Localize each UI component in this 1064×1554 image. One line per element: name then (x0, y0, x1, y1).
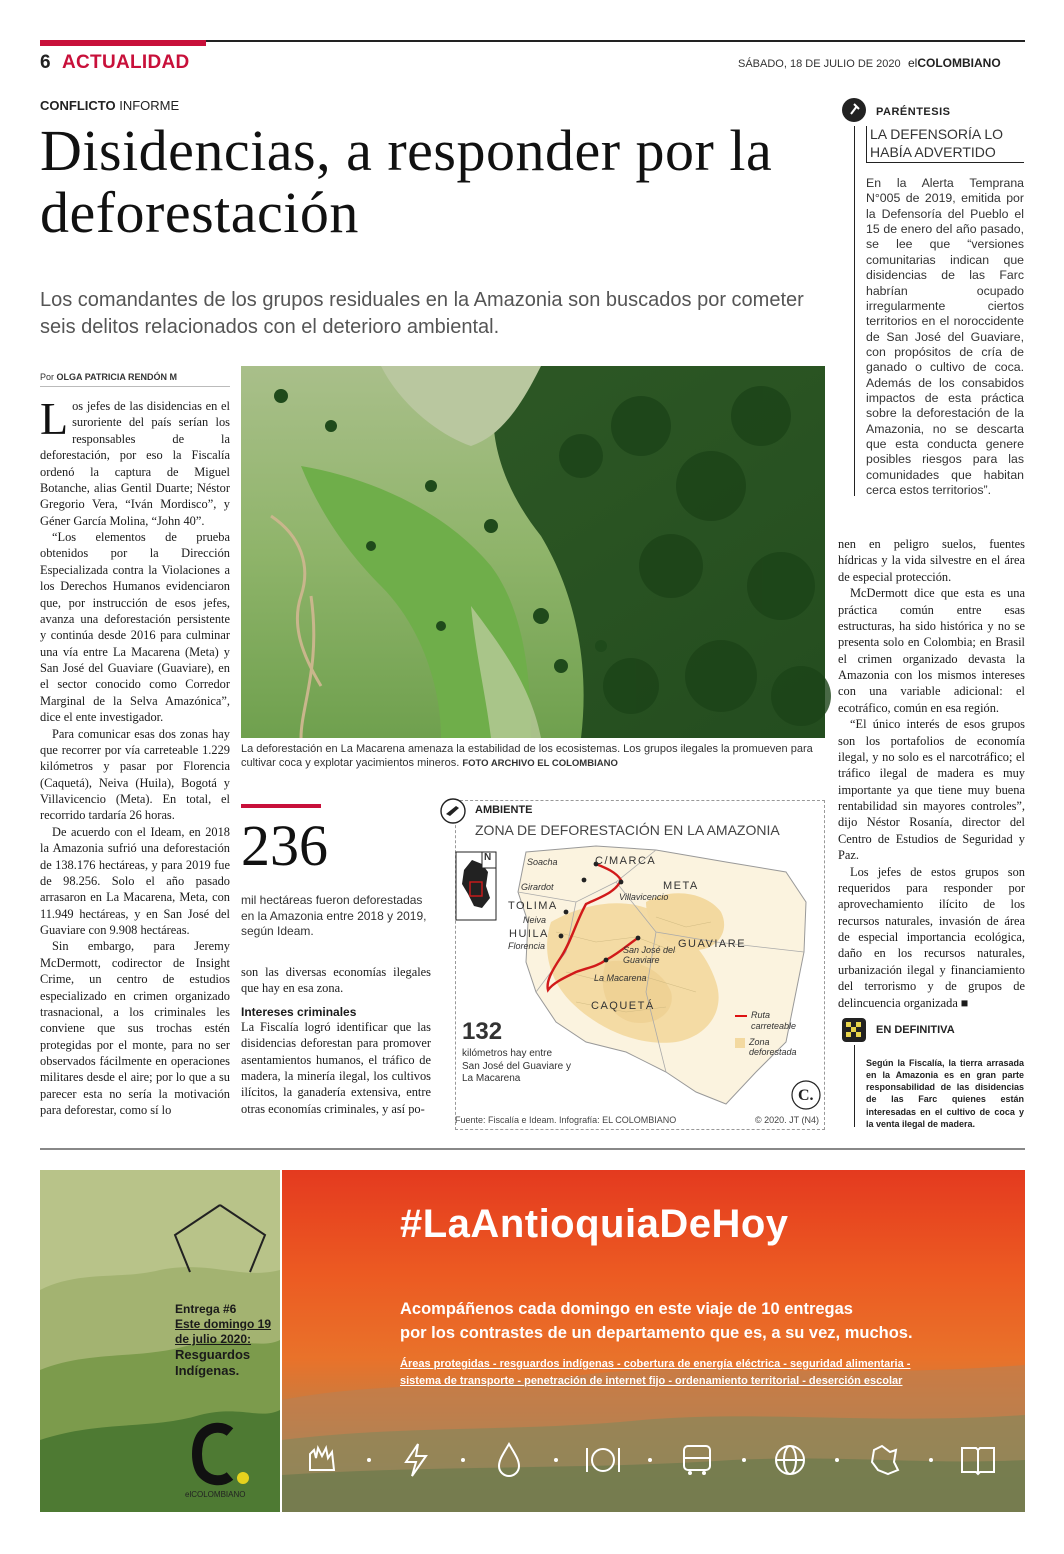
column-2 (241, 964, 431, 1130)
entrega-topic: Resguardos Indígenas. (175, 1347, 251, 1379)
issue-date: SÁBADO, 18 DE JULIO DE 2020 (738, 58, 901, 70)
place-label: Villavicencio (619, 892, 669, 902)
section-accent-bar (40, 40, 206, 46)
paragraph (40, 393, 230, 529)
ad-topics-1: Áreas protegidas - resguardos indígenas - cobertura de energía eléctrica - seguridad alimentaria - (400, 1358, 911, 1370)
logo-text: elCOLOMBIANO (185, 1490, 246, 1499)
paragraph: De acuerdo con el Ideam, en 2018 la Amazonia sufrió una deforestación de 138.176 hectáreas, y para 2019 fue de 98.256. Solo el año pasado arrasaron en La Macarena, Meta, con 11.949 hectáreas, y en San José del Guaviare con 9.908 hectáreas. (40, 824, 230, 937)
map-kicker: AMBIENTE (475, 804, 533, 816)
legend-route-label: Ruta carreteable (751, 1010, 797, 1031)
column-3 (838, 536, 1025, 1010)
article-kicker (40, 98, 179, 113)
paragraph: nen en peligro suelos, fuentes hídricas y la vida silvestre en el área de especial protección. (838, 537, 1025, 584)
headline: Disidencias, a responder por la deforestación (40, 118, 773, 246)
region-label: CAQUETÁ (591, 1000, 655, 1012)
chainsaw-icon (440, 798, 466, 824)
region-label: META (663, 880, 699, 892)
place-label: San José del Guaviare (623, 945, 676, 965)
map-icon (862, 1438, 906, 1482)
paragraph-text: os jefes de las disidencias en el suroriente del país serían los responsables de la deforestación, por eso la Fiscalía ordenó la captura de Miguel Botanche, alias Gentil Duarte; Néstor Gregorio Vera, “Iván Mordisco”, y Géner García Molina, “John 40”. (40, 399, 230, 528)
region-label: HUILA (509, 928, 549, 940)
definitiva-kicker: EN DEFINITIVA (876, 1024, 955, 1036)
separator-dot (554, 1458, 558, 1462)
stat-accent-bar (241, 804, 321, 808)
sidebar-rule (854, 126, 855, 496)
page-number: 6 (40, 52, 51, 73)
paper-prefix: el (908, 56, 918, 70)
parentesis-body: En la Alerta Temprana N°005 de 2019, emitida por la Defensoría del Pueblo el 15 de enero del año pasado, se lee que “versiones comunitarias indican que disidencias de las Farc habrían ocupado irregularmente ciertos territorios en el noroccidente de San José del Guaviare, con propósitos de cría de ganado o cultivo de coca. Además de los consabidos impactos de esta práctica sobre la deforestación de la Amazonia, no se descarta que esta conducta genere posibles riesgos para las comunidades que habitan cerca estos territorios”. (866, 176, 1024, 498)
parentesis-title: LA DEFENSORÍA LO HABÍA ADVERTIDO (866, 126, 1024, 163)
place-label: Girardot (521, 882, 554, 892)
zone-swatch (735, 1038, 745, 1048)
parentesis-kicker: PARÉNTESIS (876, 106, 951, 118)
region-label: TOLIMA (508, 900, 558, 912)
globe-icon (768, 1438, 812, 1482)
stat-number: 236 (241, 813, 328, 878)
separator-dot (461, 1458, 465, 1462)
separator-dot (648, 1458, 652, 1462)
separator-dot (367, 1458, 371, 1462)
paragraph: Sin embargo, para Jeremy McDermott, codirector de Insight Crime, un centro de estudios especializado en crimen organizado trasnacional, a los criminales les conviene que sus trochas estén protegidas por el monte, para no ser observados fácilmente en operaciones militares desde el aire; por lo que a su parecer esta no sería la motivación para deforestar, como sí lo (40, 939, 230, 1118)
paragraph: Para comunicar esas dos zonas hay que recorrer por vía carreteable 1.229 kilómetros y pasar por Florencia (Caquetá), Neiva (Huila), Bogotá y Villavicencio (Meta). En total, el recorrido tardaría 26 horas. (40, 726, 230, 823)
lightning-icon (394, 1438, 438, 1482)
book-icon (956, 1438, 1000, 1482)
hands-icon (300, 1438, 344, 1482)
caption-text: La deforestación en La Macarena amenaza la estabilidad de los ecosistemas. Los grupos ilegales la promueven para cultivar coca y explotar yacimientos mineros. (241, 743, 813, 770)
byline-prefix: Por (40, 372, 55, 382)
paragraph: “Los elementos de prueba obtenidos por la Dirección Especializada contra la Violaciones a los Derechos Humanos evidenciaron que, por instrucción de esos jefes, avanza una deforestación persistente y continúa desde 2016 para culminar una vía entre La Macarena (Meta) y San José del Guaviare (Guaviare), en el sector conocido como Corredor Marginal de la Selva Amazónica”, dice el ente investigador. (40, 530, 230, 725)
kicker-light: INFORME (119, 98, 180, 113)
microphone-icon (842, 98, 866, 122)
byline (40, 372, 230, 387)
ad-entrega (175, 1302, 275, 1380)
elcolombiano-logo (185, 1420, 255, 1490)
map-title: ZONA DE DEFORESTACIÓN EN LA AMAZONIA (475, 822, 780, 838)
map-logo: C. (798, 1087, 814, 1104)
byline-name: OLGA PATRICIA RENDÓN M (56, 372, 178, 382)
dropcap: L (40, 393, 69, 444)
north-marker: N (484, 852, 492, 863)
kicker-bold: CONFLICTO (40, 98, 116, 113)
section-name: ACTUALIDAD (62, 52, 190, 73)
map-legend (735, 1010, 815, 1063)
ad-topics-2: sistema de transporte - penetración de internet fijo - ordenamiento territorial - deserción escolar (400, 1374, 903, 1387)
ad-hashtag: #LaAntioquiaDeHoy (400, 1202, 789, 1246)
stat-text: mil hectáreas fueron deforestadas en la Amazonia entre 2018 y 2019, según Ideam. (241, 893, 427, 939)
separator-dot (742, 1458, 746, 1462)
ad-rule (40, 1148, 1025, 1150)
column-1 (40, 393, 230, 1130)
legend-zone-label: Zona deforestada (749, 1036, 797, 1058)
paper-title: COLOMBIANO (917, 56, 1001, 70)
entrega-date: Este domingo 19 de julio 2020: (175, 1317, 272, 1346)
paragraph: Los jefes de estos grupos son requeridos para responder por aprovechamiento ilícito de los recursos naturales, invasión de área de especial importancia ecológica, daño en los recursos naturales, urbanización ilegal y financiamiento del terrorismo y de grupos de delincuencia organizada ■ (838, 864, 1025, 1010)
ad-tagline (400, 1298, 960, 1346)
photo-caption (241, 742, 825, 771)
region-label: C/MARCA (595, 855, 657, 867)
separator-dot (835, 1458, 839, 1462)
paper-name (908, 56, 1001, 70)
paragraph: son las diversas economías ilegales que hay en esa zona. (241, 965, 431, 996)
legend-zone (735, 1037, 815, 1059)
definitiva-body: Según la Fiscalía, la tierra arrasada en la Amazonia es en gran parte responsabilidad de las disidencias de las Farc quienes están interesadas en el cultivo de coca y la venta ilegal de madera. (866, 1058, 1024, 1129)
route-swatch (735, 1015, 747, 1017)
photo-credit: FOTO ARCHIVO EL COLOMBIANO (462, 758, 618, 770)
paragraph: McDermott dice que esta es una práctica común entre esas estructuras, ha sido histórica y no se presenta solo en Colombia; en Brasil el crimen organizado devasta la Amazonia con los mismos intereses con una variable adicional: el ecotráfico, común en esa región. (838, 586, 1025, 715)
ad-tagline-1: Acompáñenos cada domingo en este viaje de 10 entregas (400, 1300, 853, 1318)
map-copyright: © 2020. JT (N4) (755, 1115, 819, 1125)
region-label: GUAVIARE (678, 938, 747, 950)
paragraph: La Fiscalía logró identificar que las disidencias deforestan para promover asentamientos humanos, el tráfico de madera, la minería ilegal, los cultivos ilícitos, la ganadería extensiva, entre otras economías criminales, y así po- (241, 1019, 431, 1116)
map-source: Fuente: Fiscalía e Ideam. Infografía: EL COLOMBIANO (455, 1115, 677, 1125)
bus-icon (675, 1438, 719, 1482)
separator-dot (929, 1458, 933, 1462)
place-label: Neiva (523, 915, 547, 925)
subhead: Intereses criminales (241, 1004, 357, 1019)
checker-icon (842, 1018, 866, 1042)
entrega-number: Entrega #6 (175, 1302, 237, 1316)
deforestation-photo (241, 366, 825, 738)
place-label: Soacha (527, 857, 558, 867)
ad-tagline-2: por los contrastes de un departamento que es, a su vez, muchos. (400, 1323, 913, 1342)
article-photo (241, 366, 825, 738)
legend-route (735, 1010, 815, 1032)
water-drop-icon (487, 1438, 531, 1482)
plate-icon (581, 1438, 625, 1482)
deck: Los comandantes de los grupos residuales en la Amazonia son buscados por cometer seis delitos relacionados con el deterioro ambiental. (40, 289, 804, 338)
definitiva-rule (854, 1045, 855, 1127)
place-label: La Macarena (594, 973, 647, 983)
ad-icon-row (300, 1438, 1000, 1482)
paragraph: “El único interés de esos grupos son los portafolios de economía ilegal, y no solo es el narcotráfico; el tráfico ilegal de madera es muy importante ya que tiene muy buena rentabilidad sin mayores controles”, dijo Néstor Rosanía, director del Centro de Estudios de Seguridad y Paz. (838, 717, 1025, 863)
ad-topics (400, 1356, 960, 1389)
pentagon-icon (170, 1200, 270, 1275)
map-stat-number: 132 (462, 1018, 503, 1045)
map-stat-text: kilómetros hay entre San José del Guaviare y La Macarena (462, 1048, 571, 1084)
place-label: Florencia (508, 941, 546, 951)
